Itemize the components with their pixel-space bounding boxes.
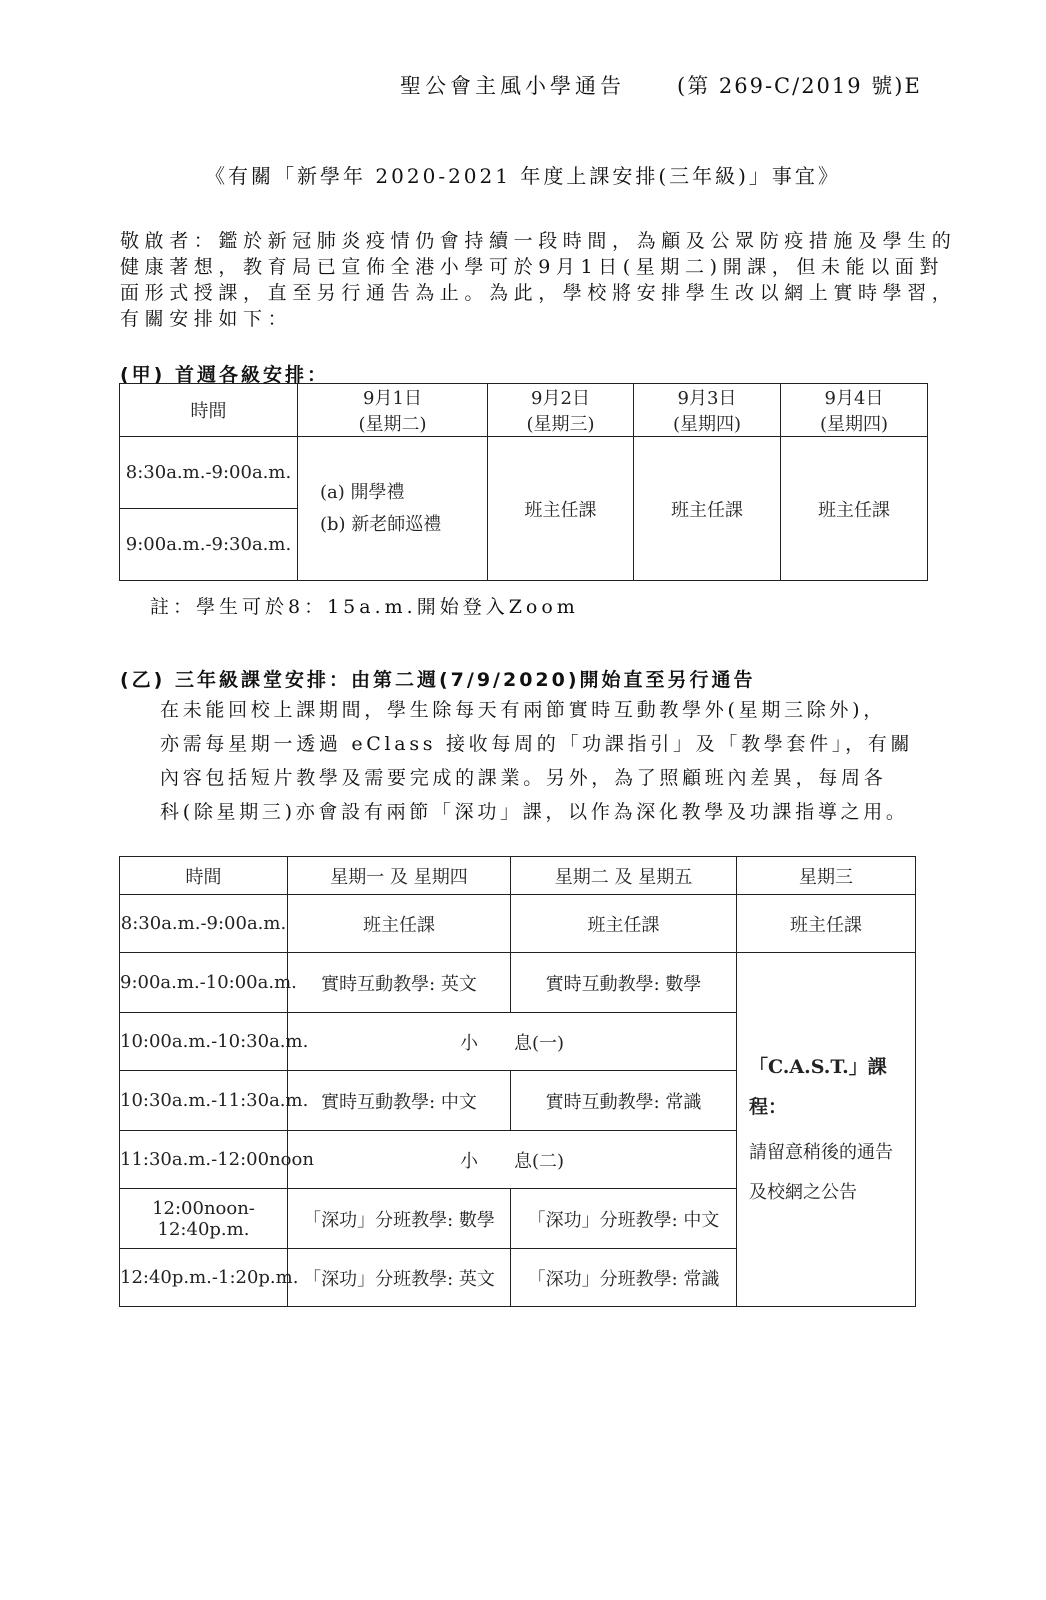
cast-line: 請留意稍後的通告 (749, 1141, 893, 1163)
lesson-cell: 實時互動教學: 英文 (288, 953, 511, 1013)
lesson-cell: 班主任課 (288, 895, 511, 953)
class-teacher-cell: 班主任課 (781, 437, 928, 581)
login-note: 註：學生可於8：15a.m.開始登入Zoom (150, 596, 579, 618)
day-header: 9月4日 (星期四) (781, 384, 928, 437)
lesson-cell: 實時互動教學: 數學 (511, 953, 737, 1013)
cast-line: 及校網之公告 (749, 1181, 857, 1203)
tue-fri-header: 星期二 及 星期五 (511, 857, 737, 895)
wed-header: 星期三 (737, 857, 916, 895)
day-header: 9月1日 (星期二) (298, 384, 488, 437)
cast-title: 「C.A.S.T.」課程： (749, 1055, 887, 1118)
lesson-cell: 「深功」分班教學: 中文 (511, 1189, 737, 1249)
time-cell: 9:00a.m.-10:00a.m. (120, 953, 288, 1013)
time-cell: 8:30a.m.-9:00a.m. (120, 895, 288, 953)
table-row (120, 895, 916, 953)
time-cell: 12:40p.m.-1:20p.m. (120, 1249, 288, 1307)
section-b-paragraph: 在未能回校上課期間，學生除每天有兩節實時互動教學外(星期三除外)， 亦需每星期一透過 eClass 接收每周的「功課指引」及「教學套件」，有關 內容包括短片教學及需要完成的課業。另外，為了照顧班內差異，每周各 科(除星期三)亦會設有兩節「深功」課，以作為深化教學及功課指導之用。 (160, 699, 914, 823)
time-header: 時間 (120, 857, 288, 895)
day1-activities: (a) 開學禮 (b) 新老師巡禮 (298, 437, 488, 581)
break-cell: 小 息(二) (288, 1131, 737, 1189)
lesson-cell: 班主任課 (511, 895, 737, 953)
lesson-cell: 「深功」分班教學: 常識 (511, 1249, 737, 1307)
lesson-cell: 「深功」分班教學: 英文 (288, 1249, 511, 1307)
notice-number: (第 269-C/2019 號)E (677, 74, 922, 98)
school-notice-title: 聖公會主風小學通告 (400, 74, 625, 98)
lesson-cell: 實時互動教學: 常識 (511, 1071, 737, 1131)
lesson-cell: 「深功」分班教學: 數學 (288, 1189, 511, 1249)
mon-thu-header: 星期一 及 星期四 (288, 857, 511, 895)
intro-paragraph: 敬啟者：鑑於新冠肺炎疫情仍會持續一段時間，為顧及公眾防疫措施及學生的健康著想，教育局已宣佈全港小學可於9月1日(星期二)開課，但未能以面對面形式授課，直至另行通告為止。為此，學校將安排學生改以網上實時學習，有關安排如下： (120, 230, 957, 330)
lesson-cell: 實時互動教學: 中文 (288, 1071, 511, 1131)
time-cell: 11:30a.m.-12:00noon (120, 1131, 288, 1189)
section-b-heading: (乙) 三年級課堂安排：由第二週(7/9/2020)開始直至另行通告 (120, 669, 756, 691)
cast-program-cell (737, 953, 916, 1307)
time-cell: 8:30a.m.-9:00a.m. (120, 437, 298, 509)
table-row (120, 437, 928, 509)
grade3-timetable (119, 856, 916, 1307)
time-cell: 9:00a.m.-9:30a.m. (120, 509, 298, 581)
time-cell: 10:00a.m.-10:30a.m. (120, 1013, 288, 1071)
table-row (120, 953, 916, 1013)
day-header: 9月2日 (星期三) (488, 384, 634, 437)
table-header-row (120, 857, 916, 895)
section-a-heading: (甲) 首週各級安排： (120, 364, 329, 386)
document-title: 《有關「新學年 2020-2021 年度上課安排(三年級)」事宜》 (205, 164, 841, 188)
class-teacher-cell: 班主任課 (634, 437, 781, 581)
class-teacher-cell: 班主任課 (488, 437, 634, 581)
notice-header (400, 70, 922, 100)
break-cell: 小 息(一) (288, 1013, 737, 1071)
first-week-table (119, 383, 928, 581)
time-cell: 10:30a.m.-11:30a.m. (120, 1071, 288, 1131)
time-header: 時間 (120, 384, 298, 437)
day-header: 9月3日 (星期四) (634, 384, 781, 437)
lesson-cell: 班主任課 (737, 895, 916, 953)
time-cell: 12:00noon-12:40p.m. (120, 1189, 288, 1249)
table-header-row (120, 384, 928, 437)
